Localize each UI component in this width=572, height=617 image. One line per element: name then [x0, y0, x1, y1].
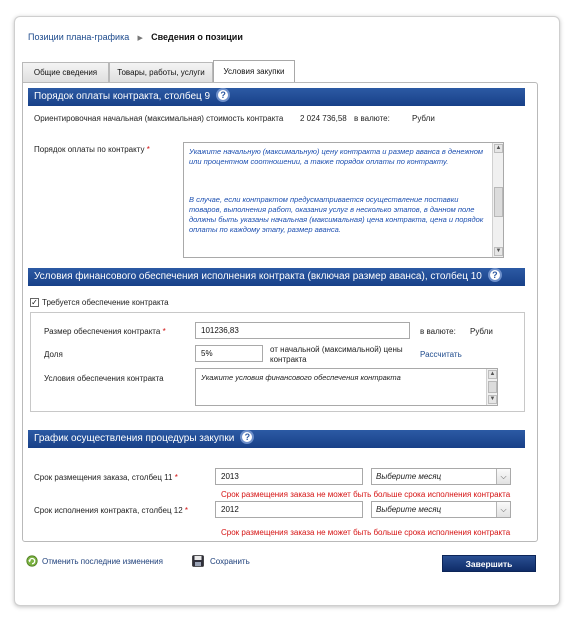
scroll-thumb[interactable] — [488, 381, 497, 393]
finish-button[interactable]: Завершить — [442, 555, 536, 572]
payment-order-textarea[interactable] — [183, 142, 504, 258]
scroll-down-icon[interactable]: ▼ — [489, 396, 496, 402]
security-amount-label — [44, 327, 166, 336]
security-amount-label-text: Размер обеспечения контракта — [44, 327, 161, 336]
breadcrumb-separator-icon: ▶ — [137, 35, 143, 42]
execution-year-input[interactable]: 2012 — [215, 501, 363, 518]
scroll-up-icon[interactable]: ▲ — [495, 145, 502, 151]
payment-order-spacer — [189, 167, 485, 195]
price-value: 2 024 736,58 — [300, 114, 347, 123]
undo-changes-link[interactable]: Отменить последние изменения — [42, 557, 163, 566]
breadcrumb-parent-link[interactable]: Позиции плана-графика — [28, 32, 130, 42]
required-marker: * — [174, 473, 178, 482]
placement-month-select[interactable] — [371, 468, 511, 485]
payment-section-header — [28, 88, 525, 106]
save-link[interactable]: Сохранить — [210, 557, 250, 566]
share-input[interactable]: 5% — [195, 345, 263, 362]
execution-label-text: Срок исполнения контракта, столбец 12 — [34, 506, 183, 515]
security-conditions-placeholder: Укажите условия финансового обеспечения контракта — [201, 373, 401, 382]
chevron-down-icon[interactable]: ⌵ — [496, 469, 510, 484]
security-currency-label: в валюте: — [420, 327, 456, 336]
schedule-section-header — [28, 430, 525, 448]
help-icon[interactable]: ? — [488, 268, 502, 282]
help-icon[interactable]: ? — [216, 88, 230, 102]
breadcrumb-current: Сведения о позиции — [151, 32, 243, 42]
tab-general[interactable]: Общие сведения — [22, 62, 109, 83]
security-conditions-scrollbar[interactable] — [486, 369, 497, 405]
execution-error: Срок размещения заказа не может быть больше срока исполнения контракта — [221, 528, 511, 537]
payment-order-label — [34, 145, 150, 154]
tab-goods[interactable]: Товары, работы, услуги — [109, 62, 213, 83]
placement-label — [34, 473, 178, 482]
price-currency-label: в валюте: — [354, 114, 390, 123]
required-marker: * — [146, 145, 150, 154]
share-note: от начальной (максимальной) цены контракта — [270, 345, 403, 364]
save-icon[interactable] — [192, 555, 204, 569]
placement-year-input[interactable]: 2013 — [215, 468, 363, 485]
calculate-link[interactable]: Рассчитать — [420, 350, 462, 359]
security-currency-value: Рубли — [470, 327, 493, 336]
payment-order-label-text: Порядок оплаты по контракту — [34, 145, 145, 154]
scroll-up-icon[interactable]: ▲ — [489, 371, 496, 377]
tab-purchase-conditions[interactable]: Условия закупки — [213, 60, 295, 83]
placement-month-value: Выберите месяц — [376, 472, 442, 481]
required-marker: * — [162, 327, 166, 336]
execution-month-value: Выберите месяц — [376, 505, 442, 514]
security-section-title: Условия финансового обеспечения исполнения контракта (включая размер аванса), столбец 10 — [34, 271, 482, 282]
schedule-section-title: График осуществления процедуры закупки — [34, 433, 235, 444]
execution-month-select[interactable] — [371, 501, 511, 518]
require-security-checkbox[interactable]: ✓ — [31, 298, 38, 307]
scroll-down-icon[interactable]: ▼ — [495, 248, 502, 254]
placement-error: Срок размещения заказа не может быть больше срока исполнения контракта — [221, 490, 511, 499]
security-amount-input[interactable]: 101236,83 — [195, 322, 410, 339]
payment-order-text-1: Укажите начальную (максимальную) цену контракта и размер аванса в денежном или процентном соотношении, а также порядок оплаты по контракту. — [189, 147, 484, 166]
execution-label — [34, 506, 188, 515]
security-conditions-label: Условия обеспечения контракта — [44, 374, 164, 383]
price-currency-value: Рубли — [412, 114, 435, 123]
required-marker: * — [184, 506, 189, 515]
breadcrumb — [28, 32, 243, 42]
undo-icon[interactable] — [26, 555, 38, 569]
security-section-header — [28, 268, 525, 286]
payment-section-title: Порядок оплаты контракта, столбец 9 — [34, 91, 211, 102]
placement-label-text: Срок размещения заказа, столбец 11 — [34, 473, 173, 482]
price-label: Ориентировочная начальная (максимальная) стоимость контракта — [34, 114, 284, 123]
security-conditions-textarea[interactable] — [195, 368, 498, 406]
payment-order-text-2: В случае, если контрактом предусматривается осуществление поставки товаров, выполнения работ, оказания услуг в несколько этапов, в данном поле должны быть указаны начальная (максимальная) цена контракта, цена и порядок оплаты по каждому этапу, размер аванса. — [189, 195, 484, 234]
scroll-thumb[interactable] — [494, 187, 503, 217]
share-label: Доля — [44, 350, 63, 359]
help-icon[interactable]: ? — [240, 430, 254, 444]
chevron-down-icon[interactable]: ⌵ — [496, 502, 510, 517]
payment-order-scrollbar[interactable] — [492, 143, 503, 257]
require-security-label: Требуется обеспечение контракта — [42, 298, 169, 307]
